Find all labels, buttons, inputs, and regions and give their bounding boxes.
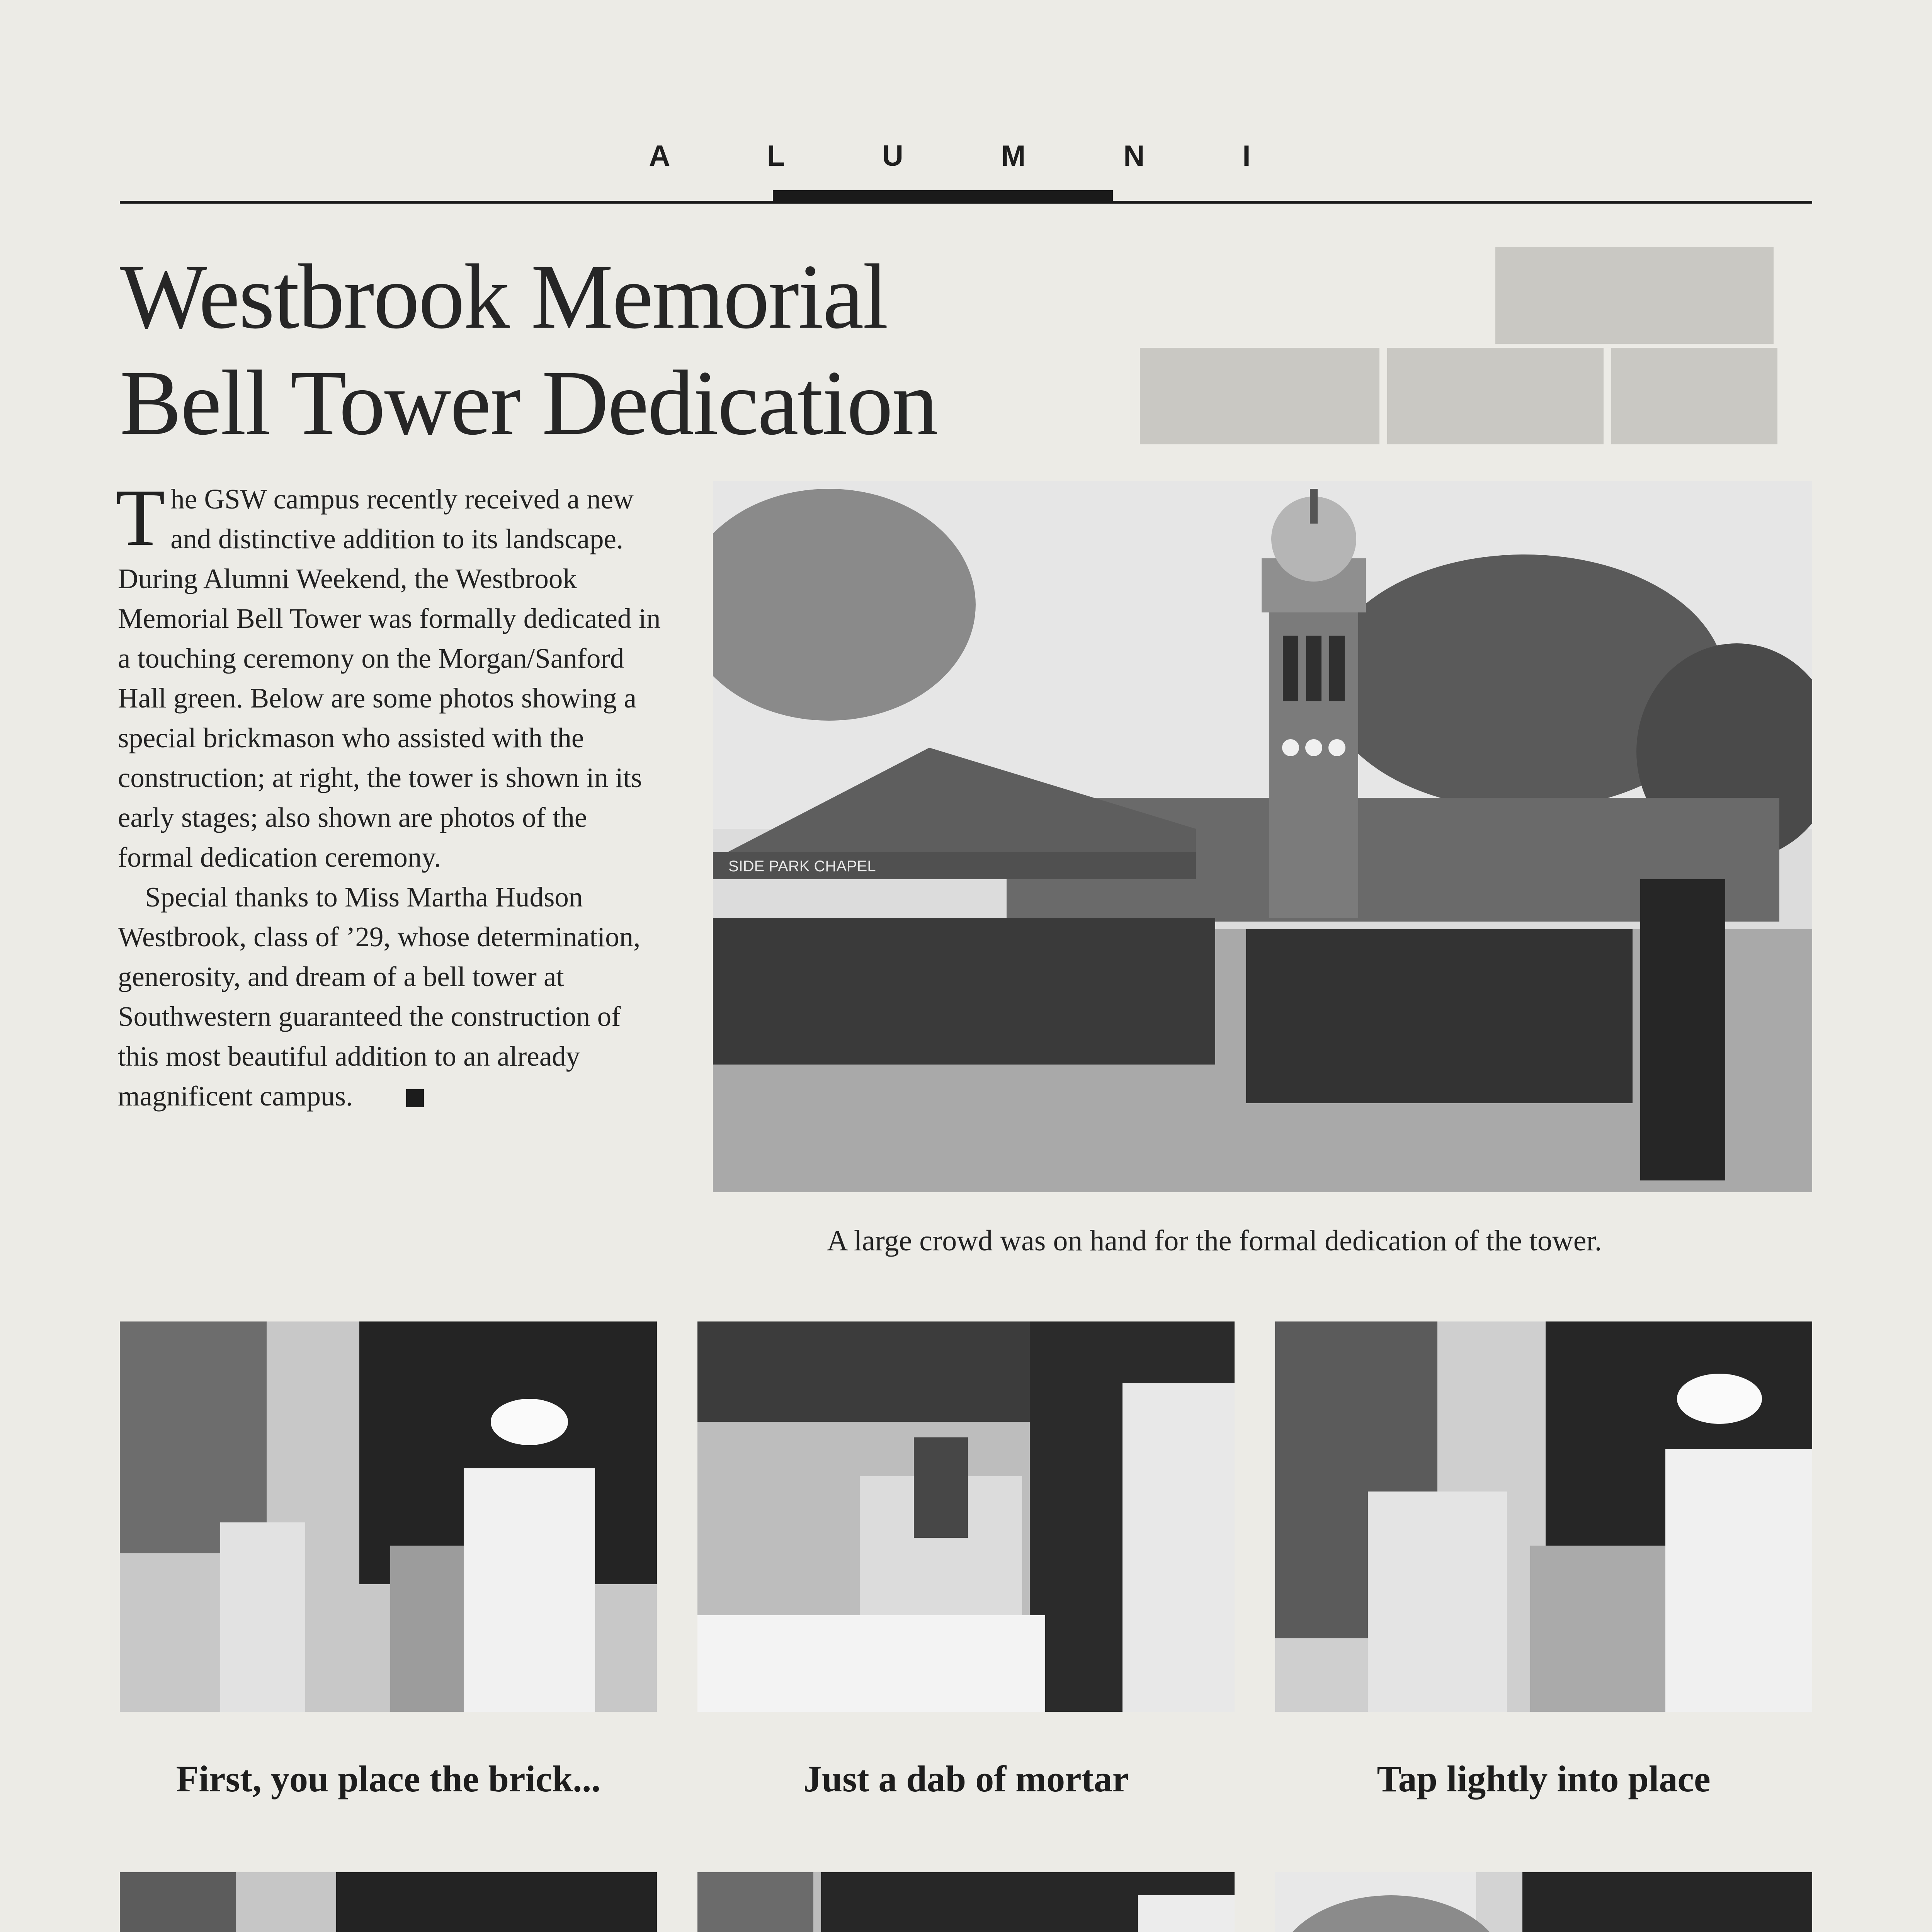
- section-label: A L U M N I: [649, 139, 1296, 172]
- end-mark: [406, 1089, 424, 1107]
- paragraph-1: he GSW campus recently received a new and distinctive addition to its landscape. During Alumni Weekend, the Westbrook Memorial Bell Tower was formally dedicated in a touching ceremony on the Morgan/Sanford Hall green. Below are some photos showing a special brickmason who assisted with the construction; at right, the tower is shown in its early stages; also shown are photos of the formal dedication ceremony.: [118, 483, 661, 873]
- title-line-2: Bell Tower Dedication: [120, 351, 937, 454]
- title-line-1: Westbrook Memorial: [120, 245, 888, 348]
- brick-photo-2: [697, 1321, 1235, 1712]
- brick-photo-3: [1275, 1321, 1812, 1712]
- brick-photo-1: [120, 1321, 657, 1712]
- brick-photo-6: [1275, 1872, 1812, 1932]
- ghost-block: [1495, 247, 1774, 344]
- tent-banner: SIDE PARK CHAPEL: [728, 858, 876, 875]
- article-body: [116, 473, 667, 1116]
- ghost-block: [1611, 348, 1777, 444]
- dedication-photo: [713, 481, 1812, 1192]
- brick-photo-5: [697, 1872, 1235, 1932]
- caption-3: Tap lightly into place: [1377, 1758, 1711, 1799]
- brick-photo-4: [120, 1872, 657, 1932]
- header-rule-tab: [773, 190, 1113, 202]
- dropcap: T: [116, 473, 165, 563]
- article-title: [120, 243, 1318, 456]
- caption-1: First, you place the brick...: [176, 1758, 601, 1799]
- ghost-block: [1387, 348, 1604, 444]
- caption-2: Just a dab of mortar: [803, 1758, 1129, 1799]
- paragraph-2: Special thanks to Miss Martha Hudson Westbrook, class of ’29, whose determination, generosity, and dream of a bell tower at Southwestern guaranteed the construction of this most beautiful addition to an already magnificent campus.: [118, 881, 641, 1112]
- main-photo-caption: A large crowd was on hand for the formal dedication of the tower.: [827, 1225, 1602, 1257]
